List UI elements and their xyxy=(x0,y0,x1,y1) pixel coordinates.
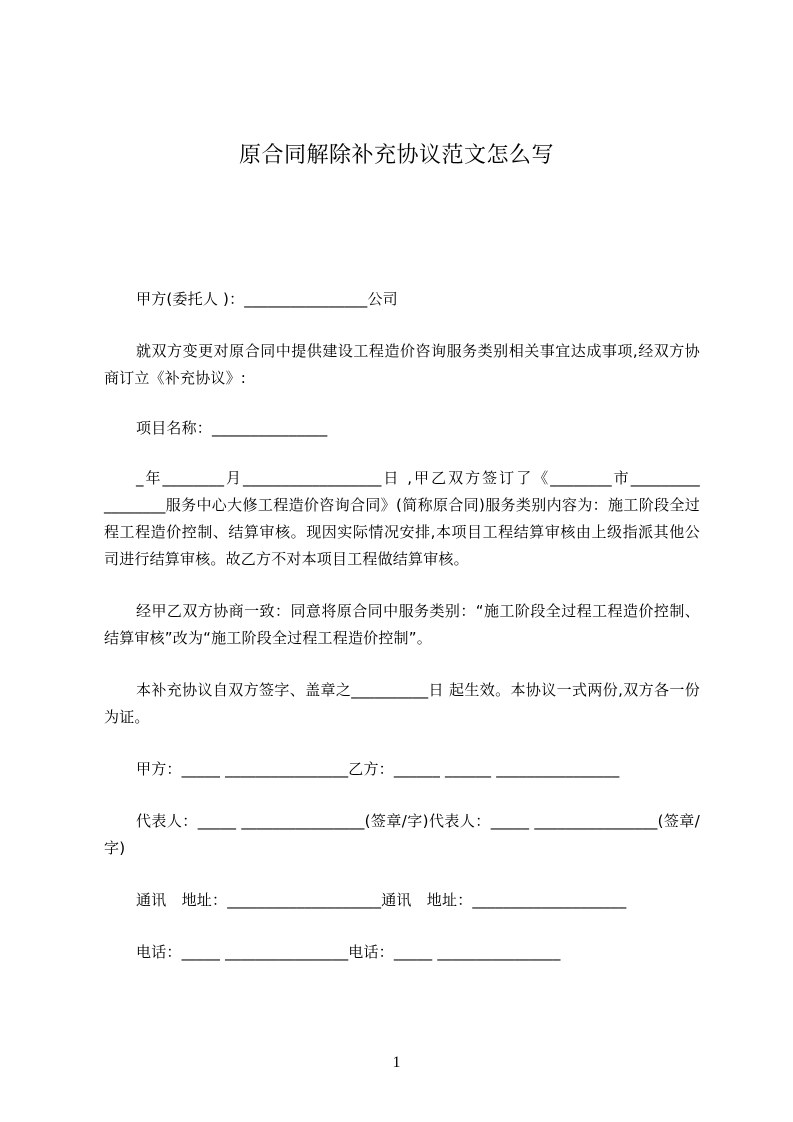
document-title: 原合同解除补充协议范文怎么写 xyxy=(238,143,554,168)
document-body xyxy=(104,286,705,966)
agreement-intro: 就双方变更对原合同中提供建设工程造价咨询服务类别相关事宜达成事项,经双方协商订立《补充协议》: xyxy=(104,342,700,387)
phone-line: 电话：_____ ________________电话：_____ ________________ xyxy=(136,943,561,961)
page-number: 1 xyxy=(392,1054,401,1071)
contract-background: _年________月__________________日 ,甲乙双方签订了《________市_________ ________服务中心大修工程造价咨询合同》(简称原合同)服务类别内容为：施工阶段全过程工程造价控制、结算审核。现因实际情况安排,本项目工程结算审核由上级指派其他公司进行结算审核。故乙方不对本项目工程做结算审核。 xyxy=(104,469,705,568)
agreement-change: 经甲乙双方协商一致：同意将原合同中服务类别：“施工阶段全过程工程造价控制、结算审核”改为“施工阶段全过程工程造价控制”。 xyxy=(104,602,700,647)
address-line: 通讯 地址：____________________通讯 地址：____________________ xyxy=(136,891,627,909)
project-name-line: 项目名称：_______________ xyxy=(136,419,328,437)
parties-signature-line: 甲方：_____ ________________乙方：______ ______ ________________ xyxy=(136,760,620,778)
party-a-line: 甲方(委托人 )：________________公司 xyxy=(136,290,398,308)
effective-clause: 本补充协议自双方签字、盖章之__________日 起生效。本协议一式两份,双方各一份为证。 xyxy=(104,681,700,726)
representatives-line: 代表人：_____ ________________(签章/字)代表人：_____ ________________(签章/字) xyxy=(104,812,700,857)
